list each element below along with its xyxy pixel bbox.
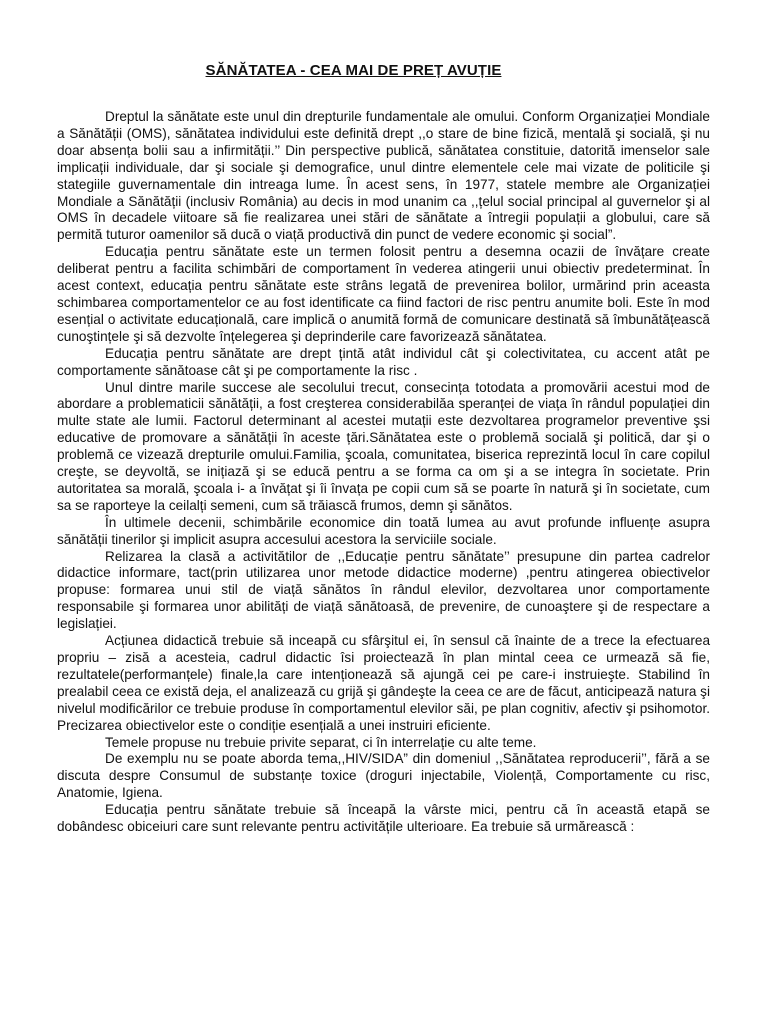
paragraph-target: Educația pentru sănătate are drept țintă atât individul cât şi colectivitatea, cu accent atât pe comportamente sănătoase cât şi pe comportamente la risc . (57, 345, 710, 378)
paragraph-didactic-action: Acțiunea didactică trebuie să inceapă cu sfârşitul ei, în sensul că înainte de a trece la efectuarea propriu – zisă a acesteia, cadrul didactic îsi proiectează în plan mintal ceea ce urmează să fie, rezultatele(performanțele) finale,la care intenționează să ajungă cei pe care-i instruieşte. Stabilind în prealabil ceea ce există deja, el analizează cu grijă şi gândeşte la ceea ce are de făcut, anticipează natura şi nivelul modificărilor ce trebuie produse în comportamentul elevilor săi, pe plan cognitiv, afectiv şi psihomotor. Precizarea obiectivelor este o condiție esențială a unei instruiri eficiente. (57, 633, 710, 733)
paragraph-oms-definition: Dreptul la sănătate este unul din drepturile fundamentale ale omului. Conform Organizației Mondiale a Sănătății (OMS), sănătatea individului este definită drept ,,o stare de bine fizică, mentală şi socială, şi nu doar absența bolii sau a infirmității.’’ Din perspective publică, sănătatea constituie, datorită imenselor sale implicații individuale, dar şi sociale şi demografice, unul dintre elementele cele mai vizate de politicile şi stategiile guvernamentale din intreaga lume. În acest sens, în 1977, statele membre ale Organizației Mondiale a Sănătății (inclusiv România) au decis in mod unanim ca ,,țelul social principal al guvernelor şi al OMS în decadele viitoare să fie realizarea unei stări de sănătate a întregii populații a globului, care să permită tuturor oamenilor să ducă o viață productivă din punct de vedere economic şi social”. (57, 109, 710, 243)
paragraph-life-expectancy: Unul dintre marile succese ale secolului trecut, consecința totodata a promovării acestui mod de abordare a problematicii sănătății, a fost creşterea considerabilăa speranței de viața în rândul populației din multe state ale lumii. Factorul determinant al acestei mutații este dezvoltarea programelor preventive şsi educative de promovare a sănătății în aceste țări.Sănătatea este o problemă socială şi politică, dar şi o problemă ce vizează drepturile omului.Familia, şcoala, comunitatea, biserica reprezintă locul în care copilul creşte, se deyvoltă, se inițiază şi se educă pentru a se forma ca om şi a se integra în societate. Prin autoritatea sa morală, şcoala i- a învățat şi îi învața pe copii cum să se poarte în natură şi în societate, cum sa se raporteye la ceilalți semeni, cum să trăiască frumos, demn şi sănătos. (57, 379, 710, 513)
paragraph-health-education-definition: Educația pentru sănătate este un termen folosit pentru a desemna ocazii de învățare create deliberat pentru a facilita schimbări de comportament în vederea atingerii unui obiectiv predeterminat. În acest context, educația pentru sănătate este strâns legată de prevenirea bolilor, urmărind prin aceasta schimbarea comportamentelor ce au fost identificate ca fiind factori de risc pentru anumite boli. Este în mod esențial o activitate educațională, care implică o anumită formă de comunicare destinată să îmbunătățească cunoştințele şi să dezvolte înțelegerea şi deprinderile care favorizează sănătatea. (57, 244, 710, 344)
document-page (57, 62, 710, 836)
paragraph-themes: Temele propuse nu trebuie privite separat, ci în interrelație cu alte teme. (105, 734, 537, 750)
paragraph-example: De exemplu nu se poate aborda tema,,HIV/SIDA” din domeniul ,,Sănătatea reproducerii’’, fără a se discuta despre Consumul de substanțe toxice (droguri injectabile, Violență, Comportamente cu risc, Anatomie, Igiena. (57, 751, 710, 801)
paragraph-classroom-activities: Relizarea la clasă a activitătilor de ,,Educație pentru sănătate’’ presupune din partea cadrelor didactice informare, tact(prin utilizarea unor metode didactice moderne) ,pentru atingerea obiectivelor propuse: formarea unui stil de viață sănătos în rândul elevilor, dezvoltarea unor comportamente responsabile şi formarea unor abilități de viață sănătoasă, de prevenire, de cunoaştere şi de respectare a legislației. (57, 548, 710, 632)
paragraph-economic-changes: În ultimele decenii, schimbările economice din toată lumea au avut profunde influențe asupra sănătății tinerilor şi implicit asupra accesului acestora la serviciile sociale. (57, 514, 710, 547)
document-title: SĂNĂTATEA - CEA MAI DE PREȚ AVUȚIE (205, 62, 502, 79)
paragraph-early-age: Educația pentru sănătate trebuie să înceapă la vârste mici, pentru că în această etapă se dobândesc obiceiuri care sunt relevante pentru activitățile ulterioare. Ea trebuie să urmărească : (57, 802, 710, 835)
